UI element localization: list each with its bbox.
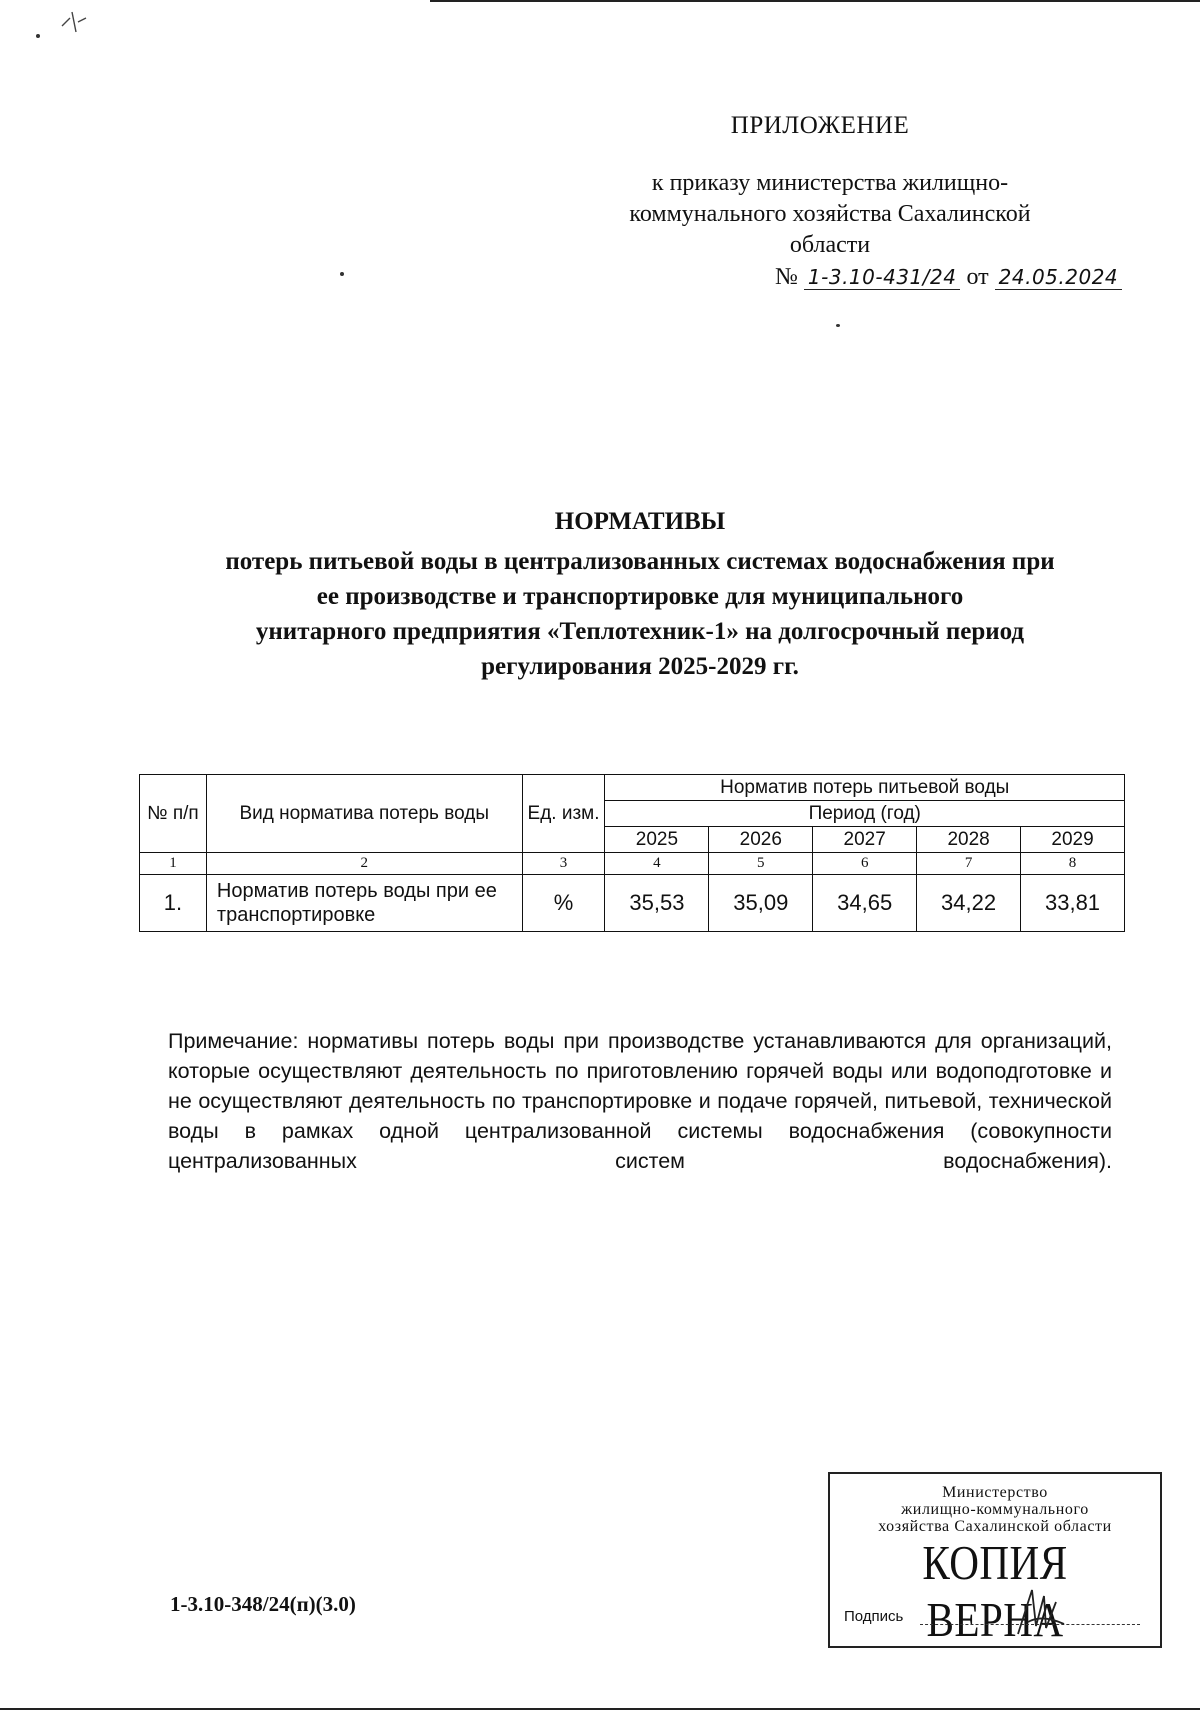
column-number: 1 xyxy=(140,853,207,875)
appendix-reference-line2: коммунального хозяйства Сахалинской xyxy=(629,201,1031,227)
document-subtitle xyxy=(170,544,1110,684)
column-number: 8 xyxy=(1021,853,1125,875)
header-type: Вид норматива потерь воды xyxy=(206,775,522,853)
number-prefix: № xyxy=(775,264,798,290)
row-value: 33,81 xyxy=(1021,875,1125,932)
appendix-reference-line3: области xyxy=(789,232,871,258)
order-date: 24.05.2024 xyxy=(995,265,1123,290)
scan-bottom-edge xyxy=(0,1708,1200,1710)
column-number: 7 xyxy=(917,853,1021,875)
header-num: № п/п xyxy=(140,775,207,853)
scan-speck xyxy=(836,324,840,327)
column-number: 3 xyxy=(522,853,605,875)
signature-scribble xyxy=(1010,1582,1070,1642)
order-number: 1-3.10-431/24 xyxy=(804,265,961,290)
stamp-header xyxy=(830,1484,1160,1535)
scan-top-edge xyxy=(430,0,1200,2)
appendix-reference xyxy=(560,168,1100,261)
header-year: 2025 xyxy=(605,827,709,853)
norms-table xyxy=(139,774,1125,932)
header-group: Норматив потерь питьевой воды xyxy=(605,775,1125,801)
header-year: 2029 xyxy=(1021,827,1125,853)
stamp-main-text: КОПИЯ ВЕРНА xyxy=(922,1535,1068,1647)
row-value: 34,22 xyxy=(917,875,1021,932)
header-period: Период (год) xyxy=(605,801,1125,827)
scan-mark xyxy=(58,8,92,38)
stamp-line2: жилищно-коммунального xyxy=(901,1501,1089,1518)
header-unit: Ед. изм. xyxy=(522,775,605,853)
header-year: 2026 xyxy=(709,827,813,853)
certification-stamp xyxy=(828,1472,1162,1648)
row-value: 35,53 xyxy=(605,875,709,932)
stamp-signature-label: Подпись xyxy=(844,1608,904,1625)
row-value: 35,09 xyxy=(709,875,813,932)
row-unit: % xyxy=(522,875,605,932)
column-number: 5 xyxy=(709,853,813,875)
column-number: 4 xyxy=(605,853,709,875)
stamp-line1: Министерство xyxy=(942,1484,1048,1501)
document-title: НОРМАТИВЫ xyxy=(554,508,726,535)
appendix-title: ПРИЛОЖЕНИЕ xyxy=(730,112,910,139)
column-number: 2 xyxy=(206,853,522,875)
table-row xyxy=(140,875,1125,932)
order-number-line xyxy=(775,264,1122,291)
header-year: 2028 xyxy=(917,827,1021,853)
subtitle-line1: потерь питьевой воды в централизованных системах водоснабжения при xyxy=(225,548,1055,575)
row-name: Норматив потерь воды при ее транспортировке xyxy=(206,875,522,932)
subtitle-line4: регулирования 2025-2029 гг. xyxy=(481,653,799,680)
column-number-row xyxy=(140,853,1125,875)
scan-speck xyxy=(36,34,40,38)
subtitle-line2: ее производстве и транспортировке для муниципального xyxy=(316,583,964,610)
column-number: 6 xyxy=(813,853,917,875)
row-num: 1. xyxy=(140,875,207,932)
appendix-reference-line1: к приказу министерства жилищно- xyxy=(651,170,1009,196)
stamp-line3: хозяйства Сахалинской области xyxy=(878,1518,1112,1535)
subtitle-line3: унитарного предприятия «Теплотехник-1» на долгосрочный период xyxy=(255,618,1025,645)
document-code: 1-3.10-348/24(п)(3.0) xyxy=(170,1592,356,1616)
header-year: 2027 xyxy=(813,827,917,853)
scan-speck xyxy=(340,272,344,276)
row-value: 34,65 xyxy=(813,875,917,932)
date-prefix: от xyxy=(966,264,989,290)
note-paragraph: Примечание: нормативы потерь воды при производстве устанавливаются для организаций, которые осуществляют деятельность по приготовлению горячей воды или водоподготовке и не осуществляют деятельность по транспортировке и подаче горячей, питьевой, технической воды в рамках одной централизованной системы водоснабжения (совокупности централизованных систем водоснабжения). xyxy=(168,1029,1112,1173)
